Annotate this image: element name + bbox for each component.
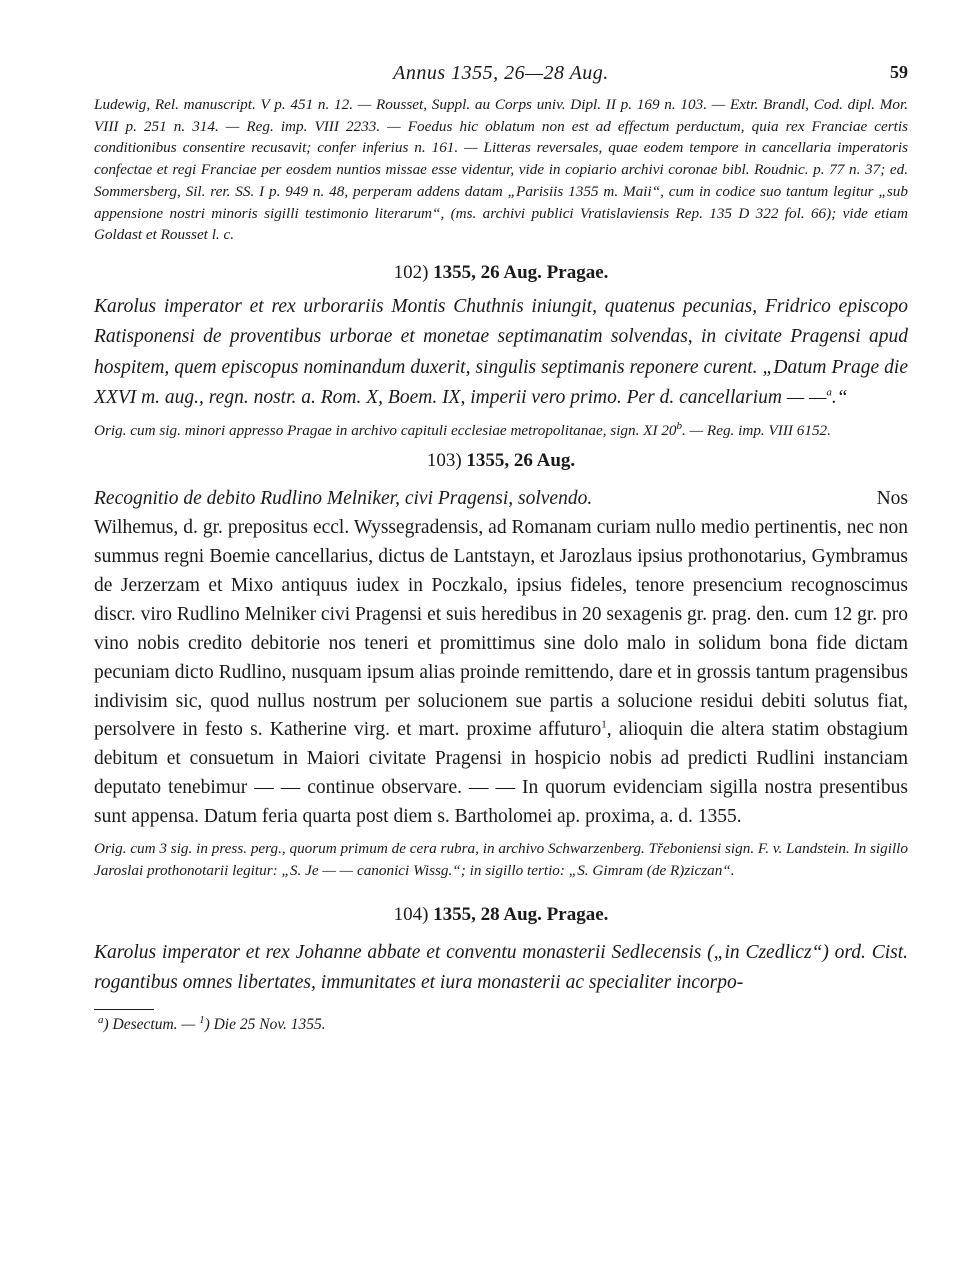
entry-number: 104) [393, 903, 429, 925]
document-page [94, 52, 908, 1034]
note-text: Orig. cum sig. minori appresso Pragae in archivo capituli ecclesiae metropolitanae, sign. XI 20 [94, 421, 677, 439]
entry-103-note: Orig. cum 3 sig. in press. perg., quorum primum de cera rubra, in archivo Schwarzenberg. Třeboniensi sign. F. v. Landstein. In sigillo Jaroslai prothonotarii legitur: „S. Je — — canonici Wissg.“; in sigillo tertio: „S. Gimram (de R)ziczan“. [94, 840, 908, 879]
entry-number: 102) [393, 261, 429, 283]
entry-number: 103) [426, 449, 462, 471]
entry-103-regest [94, 484, 908, 515]
footnote-1-text: ) Die 25 Nov. 1355. [204, 1015, 326, 1033]
charter-text-cont: , alioquin die altera statim obstagium debitum et consuetum in Maiori civitate Pragensi in hospicio nobis ad predicti Rudlini instanciam deputato tenebimur — — continue observare. — — In quorum evidenciam sigilla nostra presentibus sunt appensa. Datum feria quarta post diem s. Bartholomei ap. proxima, a. d. 1355. [94, 719, 908, 828]
footnote-a-mark: a [98, 1013, 104, 1026]
entry-date: 1355, 28 Aug. Pragae. [433, 903, 609, 925]
entry-date: 1355, 26 Aug. [466, 449, 576, 471]
charter-text: Wilhemus, d. gr. prepositus eccl. Wyssegradensis, ad Romanam curiam nullo medio pertinentis, nec non summus regni Boemie cancellarius, dictus de Lantstayn, et Jarozlaus ipsius prothonotarius, Gymbramus de Jerzerzam et Mixo antiquus iudex in Poczkalo, ipsius fideles, tenore presencium recognoscimus discr. viro Rudlino Melniker civi Pragensi et suis heredibus in 20 sexagenis gr. prag. den. cum 12 gr. pro vino nobis credito debitorie nos teneri et promittimus sine dolo malo in solidum bona fide dictam pecuniam dicto Rudlino, nusquam ipsum alias proinde remittendo, dare et in grossis tantum pragensibus indivisim sic, quod nullus nostrum per solucionem sue partis a solucione residui debiti solutus fiat, persolvere in festo s. Katherine virg. et mart. proxime affuturo [94, 517, 908, 741]
footnote-divider [94, 1009, 154, 1010]
regest-text: Recognitio de debito Rudlino Melniker, civi Pragensi, solvendo. [94, 487, 593, 509]
footnote-1-mark: 1 [199, 1013, 205, 1026]
top-note: Ludewig, Rel. manuscript. V p. 451 n. 12. — Rousset, Suppl. au Corps univ. Dipl. II p. 169 n. 103. — Extr. Brandl, Cod. dipl. Mor. VIII p. 251 n. 314. — Reg. imp. VIII 2233. — Foedus hic oblatum non est ad effectum perductum, quia rex Franciae certis conditionibus consentire recusavit; confer inferius n. 161. — Litteras reversales, quae eodem tempore in cancellaria imperatoris confectae et regi Franciae per eosdem nuntios missae esse videntur, vide in copiario archivi coronae bibl. Roudnic. p. 77 n. 37; ed. Sommersberg, Sil. rer. SS. I p. 949 n. 48, perperam addens datam „Parisiis 1355 m. Maii“, cum in codice suo tantum legitur „sub appensione nostri minoris sigilli testimonio literarum“, (ms. archivi publici Vratislaviensis Rep. 135 D 322 fol. 66); vide etiam Goldast et Rousset l. c. [94, 96, 908, 244]
note-sup: b [676, 419, 683, 432]
footnote-marker: 1 [601, 718, 607, 731]
regest-end: .“ [831, 387, 848, 409]
page-number: 59 [890, 62, 908, 82]
running-title: Annus 1355, 26—28 Aug. [393, 62, 609, 84]
entry-102-note [94, 420, 908, 442]
regest-tail: Nos [876, 487, 908, 509]
entry-date: 1355, 26 Aug. Pragae. [433, 261, 609, 283]
entry-102-regest [94, 292, 908, 414]
footnote-a-text: ) Desectum. — [103, 1015, 196, 1033]
note-end: . — Reg. imp. VIII 6152. [682, 421, 831, 439]
entry-103-text [94, 514, 908, 832]
entry-104-heading [94, 904, 908, 926]
footnote-marker: a [826, 386, 832, 399]
regest-text: Karolus imperator et rex urborariis Montis Chuthnis iniungit, quatenus pecunias, Fridrico episcopo Ratisponensi de proventibus urborae et monetae septimanatim solvendas, in civitate Pragensi apud hospitem, quem episcopus nominandum duxerit, singulis septimanis reponere curent. „Datum Prage die XXVI m. aug., regn. nostr. a. Rom. X, Boem. IX, imperii vero primo. Per d. cancellarium — — [94, 295, 908, 409]
page-header [94, 52, 908, 92]
entry-103-heading [94, 450, 908, 472]
footnotes [98, 1013, 908, 1034]
entry-102-heading [94, 262, 908, 284]
entry-104-regest: Karolus imperator et rex Johanne abbate et conventu monasterii Sedlecensis („in Czedlicz“) ord. Cist. rogantibus omnes libertates, immunitates et iura monasterii ac specialiter incorpo- [94, 941, 908, 993]
